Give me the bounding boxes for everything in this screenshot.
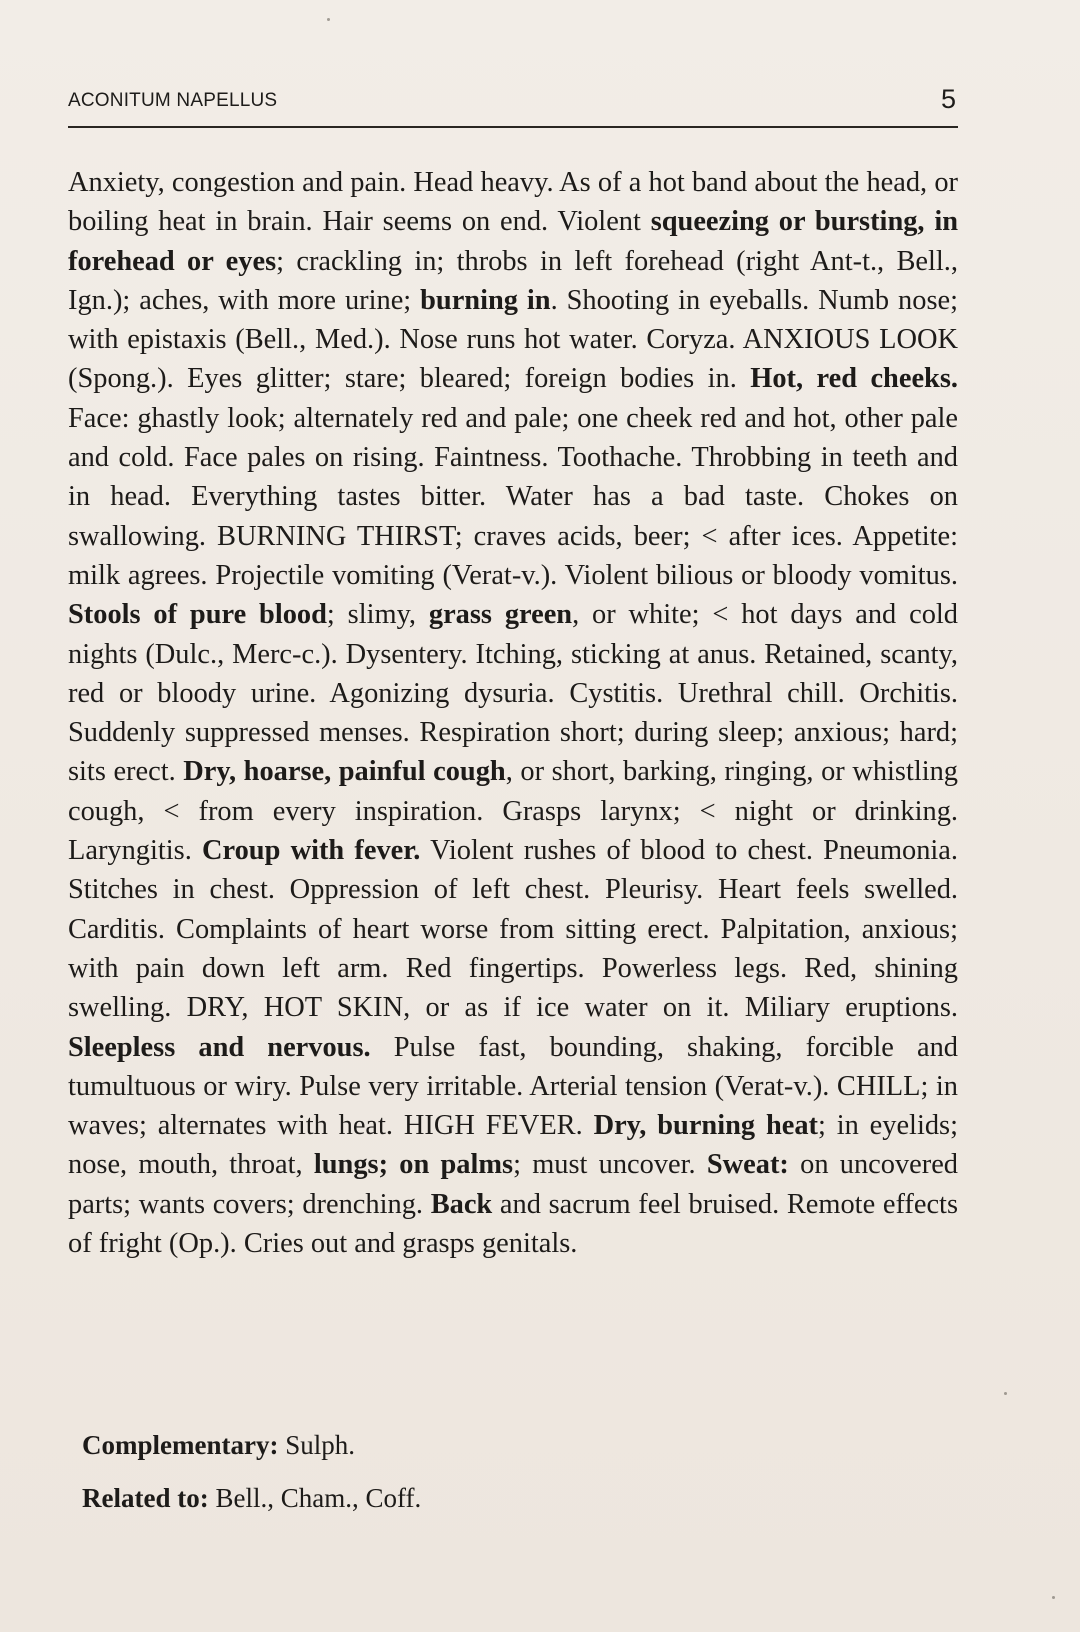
running-title: ACONITUM NAPELLUS	[68, 90, 278, 111]
complementary-value: Sulph.	[285, 1430, 355, 1460]
body-text-run: Pulse fast, bounding, shaking, forcible and tumultuous or wiry. Pulse very irritable. Arterial tension (Verat-v.). CHILL; in waves; alternates with heat. HIGH FEVER.	[68, 1031, 958, 1142]
related-remedies	[82, 1483, 421, 1514]
related-value: Bell., Cham., Coff.	[215, 1483, 422, 1513]
complementary-remedies	[82, 1430, 355, 1461]
body-text-run: and sacrum feel bruised. Remote effects of fright (Op.). Cries out and grasps genitals.	[68, 1188, 958, 1260]
emphasized-text: lungs; on palms	[313, 1149, 514, 1181]
emphasized-text: Stools of pure blood	[68, 599, 327, 631]
emphasized-text: Sweat:	[706, 1149, 789, 1181]
running-header	[68, 86, 958, 128]
body-text-run: ; must uncover.	[513, 1149, 707, 1181]
complementary-label: Complementary:	[82, 1430, 279, 1460]
paper-speck	[1052, 1596, 1055, 1599]
body-text-run: Violent rushes of blood to chest. Pneumonia. Stitches in chest. Oppression of left chest. Pleurisy. Heart feels swelled. Carditis. Complaints of heart worse from sitting erect. Palpitation, anxious; with pain down left arm. Red fingertips. Powerless legs. Red, shining swelling. DRY, HOT SKIN, or as if ice water on it. Miliary eruptions.	[68, 835, 959, 1024]
emphasized-text: burning in	[420, 284, 551, 316]
emphasized-text: Croup with fever.	[202, 835, 421, 867]
body-text-run: Face: ghastly look; alternately red and pale; one cheek red and hot, other pale and cold. Face pales on rising. Faintness. Toothache. Throbbing in teeth and in head. Everything tastes bitter. Water has a bad taste. Chokes on swallowing. BURNING THIRST; craves acids, beer; < after ices. Appetite: milk agrees. Projectile vomiting (Verat-v.). Violent bilious or bloody vomitus.	[68, 402, 958, 591]
emphasized-text: grass green	[428, 599, 573, 631]
paper-speck	[1004, 1392, 1007, 1395]
related-label: Related to:	[82, 1483, 209, 1513]
emphasized-text: Dry, burning heat	[593, 1110, 818, 1142]
remedy-description	[68, 163, 958, 1263]
emphasized-text: Sleepless and nervous.	[68, 1031, 371, 1063]
body-text-run: ; in eyelids; nose, mouth, throat,	[68, 1110, 958, 1181]
paper-speck	[327, 18, 330, 21]
page-number: 5	[940, 84, 956, 114]
body-text-run: . Shooting in eyeballs. Numb nose; with epistaxis (Bell., Med.). Nose runs hot water. Coryza. ANXIOUS LOOK (Spong.). Eyes glitter; stare; bleared; foreign bodies in.	[68, 284, 958, 395]
body-text-run: , or short, barking, ringing, or whistling cough, < from every inspiration. Grasps larynx; < night or drinking. Laryngitis.	[68, 756, 959, 867]
emphasized-text: Dry, hoarse, painful cough	[183, 756, 506, 788]
emphasized-text: Back	[430, 1188, 493, 1220]
body-text-run: on uncovered parts; wants covers; drenching.	[68, 1149, 959, 1220]
body-text-run: Anxiety, congestion and pain. Head heavy. As of a hot band about the head, or boiling heat in brain. Hair seems on end. Violent	[68, 167, 958, 238]
emphasized-text: squeezing or bursting, in forehead or eyes	[68, 206, 958, 277]
body-text-run: ; crackling in; throbs in left forehead (right Ant-t., Bell., Ign.); aches, with more urine;	[68, 245, 958, 316]
body-text-run: , or white; < hot days and cold nights (Dulc., Merc-c.). Dysentery. Itching, sticking at anus. Retained, scanty, red or bloody urine. Agonizing dysuria. Cystitis. Urethral chill. Orchitis. Suddenly suppressed menses. Respiration short; during sleep; anxious; hard; sits erect.	[68, 599, 958, 788]
emphasized-text: Hot, red cheeks.	[750, 363, 958, 395]
body-text-run: ; slimy,	[326, 599, 429, 631]
